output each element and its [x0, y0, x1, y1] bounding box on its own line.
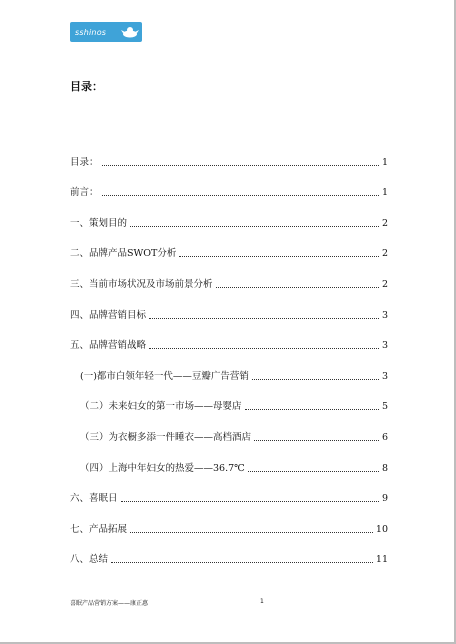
toc-entry[interactable] — [70, 199, 388, 230]
toc-entry-title: （四）上海中年妇女的热爱——36.7℃ — [80, 462, 245, 474]
toc-dot-leader — [130, 226, 379, 227]
toc-entry-page: 1 — [381, 187, 388, 199]
toc-entry-title: 二、品牌产品SWOT分析 — [70, 248, 177, 260]
toc-entry-page: 9 — [381, 493, 388, 505]
toc-dot-leader — [245, 409, 379, 410]
toc-entry[interactable] — [70, 383, 388, 414]
toc-entry-title: 目录： — [70, 156, 99, 168]
toc-dot-leader — [254, 440, 379, 441]
toc-entry-title: 三、当前市场状况及市场前景分析 — [70, 278, 213, 290]
logo-text: sshinos — [75, 27, 107, 37]
toc-entry-title: (一)都市白领年轻一代——豆瓣广告营销 — [80, 370, 249, 382]
toc-entry-title: 七、产品拓展 — [70, 523, 128, 535]
toc-entry-page: 3 — [381, 309, 388, 321]
toc-dot-leader — [149, 318, 379, 319]
toc-entry-page: 5 — [381, 401, 388, 413]
toc-entry[interactable] — [70, 260, 388, 291]
toc-entry[interactable] — [70, 505, 388, 536]
toc-entry-title: （三）为衣橱多添一件睡衣——高档酒店 — [80, 431, 252, 443]
toc-entry-page: 6 — [381, 431, 388, 443]
toc-dot-leader — [130, 532, 373, 533]
toc-dot-leader — [111, 562, 373, 563]
toc-entry-title: 五、品牌营销战略 — [70, 340, 147, 352]
toc-entry[interactable] — [70, 413, 388, 444]
toc-dot-leader — [102, 195, 379, 196]
toc-entry-page: 2 — [381, 217, 388, 229]
toc-dot-leader — [216, 287, 379, 288]
toc-entry[interactable] — [70, 322, 388, 353]
toc-dot-leader — [252, 379, 379, 380]
toc-entry-title: 四、品牌营销目标 — [70, 309, 147, 321]
toc-entry[interactable] — [70, 536, 388, 567]
toc-dot-leader — [179, 256, 379, 257]
footer-text: 喜眠产品营销方案——康正惠 — [70, 600, 149, 607]
toc-entry-title: 八、总结 — [70, 554, 109, 566]
page-title: 目录： — [70, 80, 103, 93]
toc-entry-page: 11 — [375, 554, 388, 566]
toc-entry-page: 2 — [381, 248, 388, 260]
cloud-bird-logo-icon — [121, 24, 139, 40]
toc-entry-page: 3 — [381, 370, 388, 382]
toc-entry-page: 2 — [381, 278, 388, 290]
toc-entry[interactable] — [70, 444, 388, 475]
toc-entry-page: 3 — [381, 340, 388, 352]
toc-entry-page: 8 — [381, 462, 388, 474]
toc-entry[interactable] — [70, 169, 388, 200]
toc-entry-page: 10 — [375, 523, 388, 535]
toc-dot-leader — [248, 471, 379, 472]
toc-dot-leader — [121, 501, 379, 502]
toc-dot-leader — [102, 165, 379, 166]
toc-dot-leader — [149, 348, 379, 349]
toc-entry-page: 1 — [381, 156, 388, 168]
toc-entry-title: （二）未来妇女的第一市场——母婴店 — [80, 401, 242, 413]
toc-entry-title: 六、喜眠日 — [70, 493, 118, 505]
toc-entry[interactable] — [70, 230, 388, 261]
toc-entry[interactable] — [70, 138, 388, 169]
toc-entry[interactable] — [70, 291, 388, 322]
toc-entry[interactable] — [70, 475, 388, 506]
toc-entry-title: 前言： — [70, 187, 99, 199]
toc-entry[interactable] — [70, 352, 388, 383]
brand-logo — [70, 22, 142, 42]
footer-page-number: 1 — [260, 598, 264, 605]
table-of-contents — [70, 138, 388, 566]
toc-entry-title: 一、策划目的 — [70, 217, 128, 229]
